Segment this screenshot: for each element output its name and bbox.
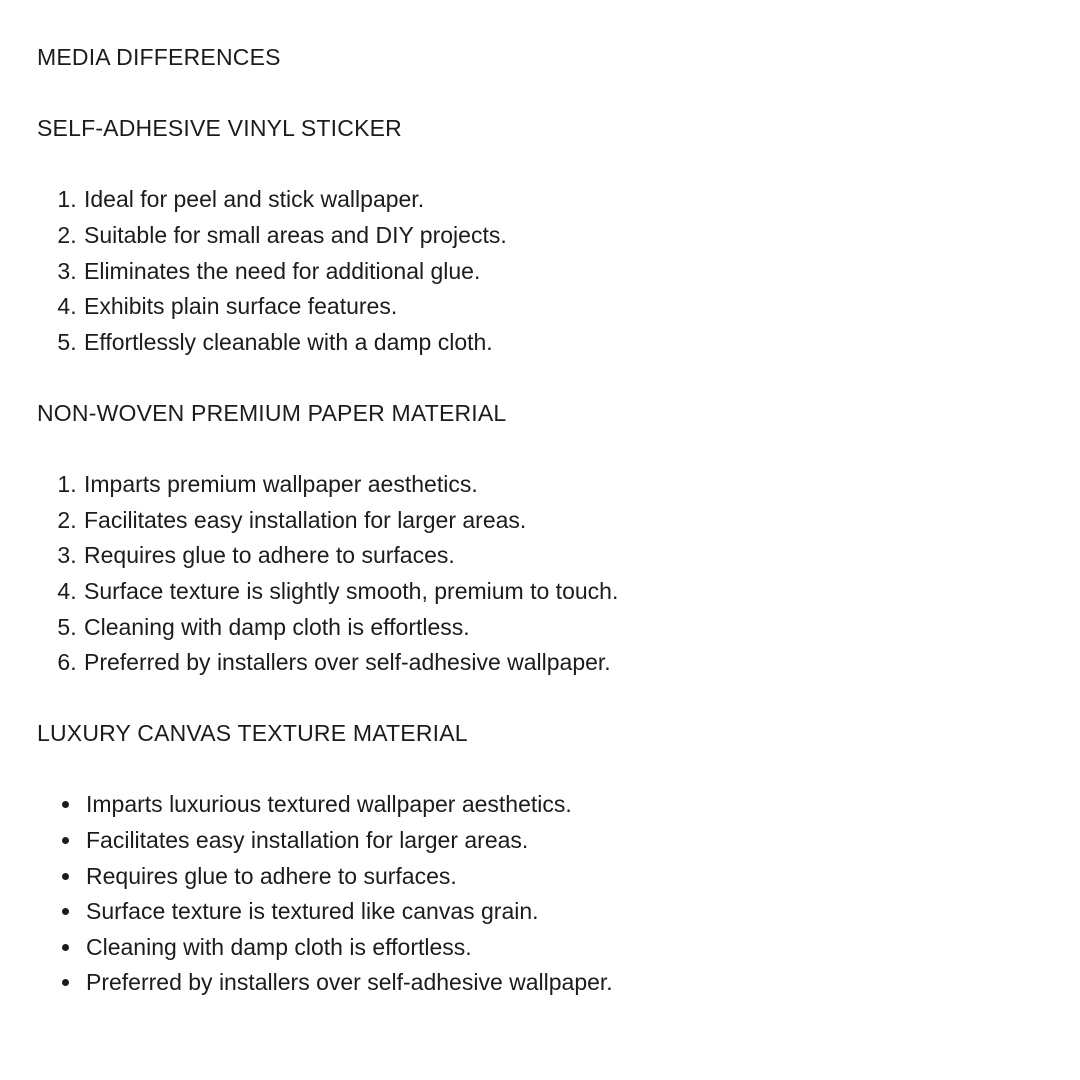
list-item: 2. Facilitates easy installation for larger areas. <box>83 503 1040 539</box>
list-item: • Cleaning with damp cloth is effortless. <box>83 930 1040 966</box>
list-item: 1. Imparts premium wallpaper aesthetics. <box>83 467 1040 503</box>
list-item: • Imparts luxurious textured wallpaper aesthetics. <box>83 787 1040 823</box>
vinyl-sticker-feature-list <box>37 182 1040 360</box>
list-item: • Preferred by installers over self-adhesive wallpaper. <box>83 965 1040 1001</box>
list-item: 4. Exhibits plain surface features. <box>83 289 1040 325</box>
list-item: • Facilitates easy installation for larger areas. <box>83 823 1040 859</box>
section-heading-luxury-canvas: LUXURY CANVAS TEXTURE MATERIAL <box>37 720 468 747</box>
list-item: 4. Surface texture is slightly smooth, premium to touch. <box>83 574 1040 610</box>
list-item: • Requires glue to adhere to surfaces. <box>83 859 1040 895</box>
list-item: 6. Preferred by installers over self-adhesive wallpaper. <box>83 645 1040 681</box>
list-item: 1. Ideal for peel and stick wallpaper. <box>83 182 1040 218</box>
canvas-texture-feature-list <box>37 787 1040 1001</box>
list-item: 5. Cleaning with damp cloth is effortless. <box>83 610 1040 646</box>
list-item: 5. Effortlessly cleanable with a damp cloth. <box>83 325 1040 361</box>
list-item: 3. Requires glue to adhere to surfaces. <box>83 538 1040 574</box>
list-item: 2. Suitable for small areas and DIY projects. <box>83 218 1040 254</box>
page-title: MEDIA DIFFERENCES <box>37 44 281 70</box>
list-item: • Surface texture is textured like canvas grain. <box>83 894 1040 930</box>
section-heading-self-adhesive-vinyl: SELF-ADHESIVE VINYL STICKER <box>37 115 402 142</box>
non-woven-paper-feature-list <box>37 467 1040 681</box>
section-heading-non-woven-paper: NON-WOVEN PREMIUM PAPER MATERIAL <box>37 399 507 426</box>
list-item: 3. Eliminates the need for additional glue. <box>83 254 1040 290</box>
